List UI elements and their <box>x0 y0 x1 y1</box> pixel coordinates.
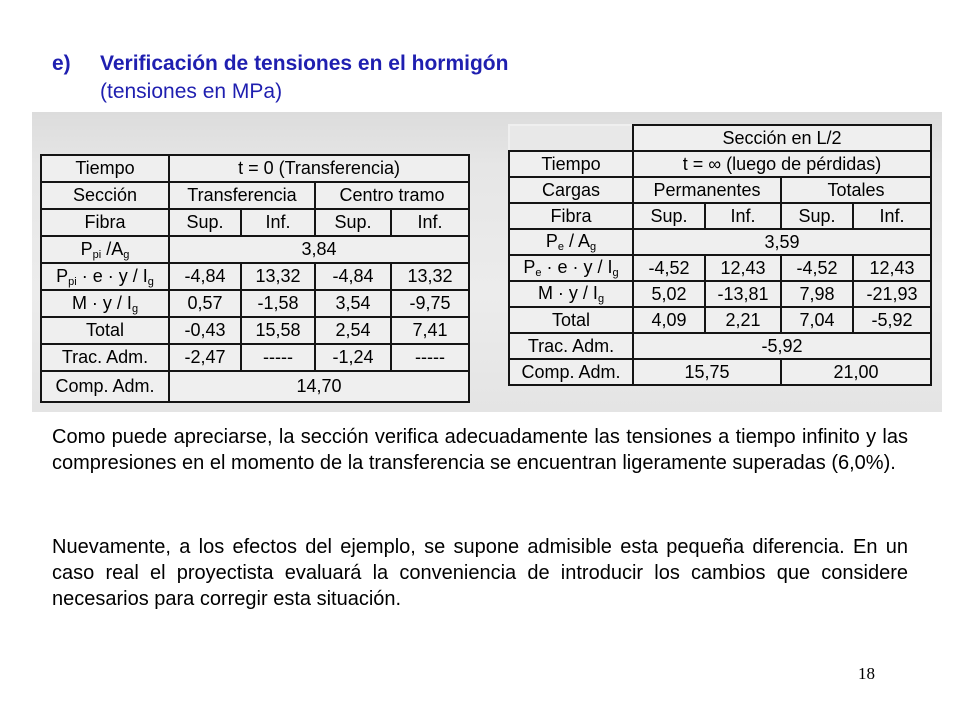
fibra-cell: Sup. <box>315 209 391 236</box>
total-label: Total <box>509 307 633 333</box>
value-cell: 12,43 <box>853 255 931 281</box>
heading-subtitle: (tensiones en MPa) <box>100 80 283 103</box>
fibra-cell: Sup. <box>169 209 241 236</box>
value-cell: -4,84 <box>315 263 391 290</box>
fibra-label: Fibra <box>41 209 169 236</box>
value-cell: 13,32 <box>391 263 469 290</box>
fibra-cell: Inf. <box>391 209 469 236</box>
m-label: $M \cdot y / I_g$ <box>509 281 633 307</box>
cargas-permanentes: Permanentes <box>633 177 781 203</box>
table-row <box>509 359 931 385</box>
tiempo-value: t = ∞ (luego de pérdidas) <box>633 151 931 177</box>
table-row <box>509 229 931 255</box>
total-label: Total <box>41 317 169 344</box>
heading-letter: e) <box>52 52 71 75</box>
comp-adm-label: Comp. Adm. <box>509 359 633 385</box>
table-row <box>41 236 469 263</box>
comp-adm-totales: 21,00 <box>781 359 931 385</box>
stress-table-transfer <box>40 154 470 403</box>
table-row <box>41 209 469 236</box>
table-row <box>41 155 469 182</box>
value-cell: 7,04 <box>781 307 853 333</box>
table-row <box>41 344 469 371</box>
ppi-e-label: $P_{pi} \cdot e \cdot y / I_g$ <box>41 263 169 290</box>
section-heading <box>52 50 508 106</box>
tiempo-label: Tiempo <box>509 151 633 177</box>
fibra-cell: Inf. <box>705 203 781 229</box>
value-cell: -4,52 <box>633 255 705 281</box>
value-cell: 7,98 <box>781 281 853 307</box>
comp-adm-label: Comp. Adm. <box>41 371 169 402</box>
empty-corner-cell <box>509 125 633 151</box>
table-row <box>41 182 469 209</box>
value-cell: 4,09 <box>633 307 705 333</box>
trac-adm-label: Trac. Adm. <box>509 333 633 359</box>
table-row <box>41 371 469 402</box>
ppi-ag-value: 3,84 <box>169 236 469 263</box>
paragraph: Como puede apreciarse, la sección verifica adecuadamente las tensiones a tiempo infinito y las compresiones en el momento de la transferencia se encuentran ligeramente superadas (6,0%). <box>52 426 908 474</box>
value-cell: ----- <box>241 344 315 371</box>
table-row <box>509 281 931 307</box>
seccion-label: Sección <box>41 182 169 209</box>
value-cell: -4,84 <box>169 263 241 290</box>
value-cell: -1,24 <box>315 344 391 371</box>
seccion-transferencia: Transferencia <box>169 182 315 209</box>
value-cell: 7,41 <box>391 317 469 344</box>
pe-ag-label: $P_e / A_g$ <box>509 229 633 255</box>
value-cell: -13,81 <box>705 281 781 307</box>
fibra-cell: Inf. <box>241 209 315 236</box>
value-cell: 15,58 <box>241 317 315 344</box>
value-cell: 2,21 <box>705 307 781 333</box>
heading-title: Verificación de tensiones en el hormigón <box>100 52 509 75</box>
m-label: $M \cdot y / I_g$ <box>41 290 169 317</box>
trac-adm-label: Trac. Adm. <box>41 344 169 371</box>
comp-adm-permanentes: 15,75 <box>633 359 781 385</box>
pe-e-label: $P_e \cdot e \cdot y / I_g$ <box>509 255 633 281</box>
table-row <box>41 290 469 317</box>
value-cell: -4,52 <box>781 255 853 281</box>
table-row <box>41 263 469 290</box>
cargas-label: Cargas <box>509 177 633 203</box>
value-cell: 5,02 <box>633 281 705 307</box>
table-row <box>509 255 931 281</box>
value-cell: -0,43 <box>169 317 241 344</box>
seccion-centro-tramo: Centro tramo <box>315 182 469 209</box>
ppi-ag-label: $P_{pi}$ $/A_g$ <box>41 236 169 263</box>
table-row <box>509 307 931 333</box>
value-cell: 13,32 <box>241 263 315 290</box>
value-cell: 2,54 <box>315 317 391 344</box>
cargas-totales: Totales <box>781 177 931 203</box>
value-cell: 3,54 <box>315 290 391 317</box>
value-cell: -9,75 <box>391 290 469 317</box>
value-cell: 12,43 <box>705 255 781 281</box>
table-row <box>509 177 931 203</box>
value-cell: -2,47 <box>169 344 241 371</box>
table-row <box>509 151 931 177</box>
fibra-cell: Sup. <box>633 203 705 229</box>
tiempo-label: Tiempo <box>41 155 169 182</box>
value-cell: -1,58 <box>241 290 315 317</box>
paragraph: Nuevamente, a los efectos del ejemplo, se supone admisible esta pequeña diferencia. En un caso real el proyectista evaluará la conveniencia de introducir los cambios que considere necesarios para corregir esta situación. <box>52 536 908 610</box>
page-number: 18 <box>858 664 875 683</box>
fibra-cell: Inf. <box>853 203 931 229</box>
value-cell: 0,57 <box>169 290 241 317</box>
table-row <box>509 203 931 229</box>
fibra-label: Fibra <box>509 203 633 229</box>
table-row <box>509 125 931 151</box>
tiempo-value: t = 0 (Transferencia) <box>169 155 469 182</box>
table-row <box>41 317 469 344</box>
value-cell: ----- <box>391 344 469 371</box>
table-row <box>509 333 931 359</box>
value-cell: -5,92 <box>853 307 931 333</box>
comp-adm-value: 14,70 <box>169 371 469 402</box>
value-cell: -21,93 <box>853 281 931 307</box>
fibra-cell: Sup. <box>781 203 853 229</box>
section-header: Sección en L/2 <box>633 125 931 151</box>
trac-adm-value: -5,92 <box>633 333 931 359</box>
pe-ag-value: 3,59 <box>633 229 931 255</box>
stress-table-infinite <box>508 124 932 386</box>
